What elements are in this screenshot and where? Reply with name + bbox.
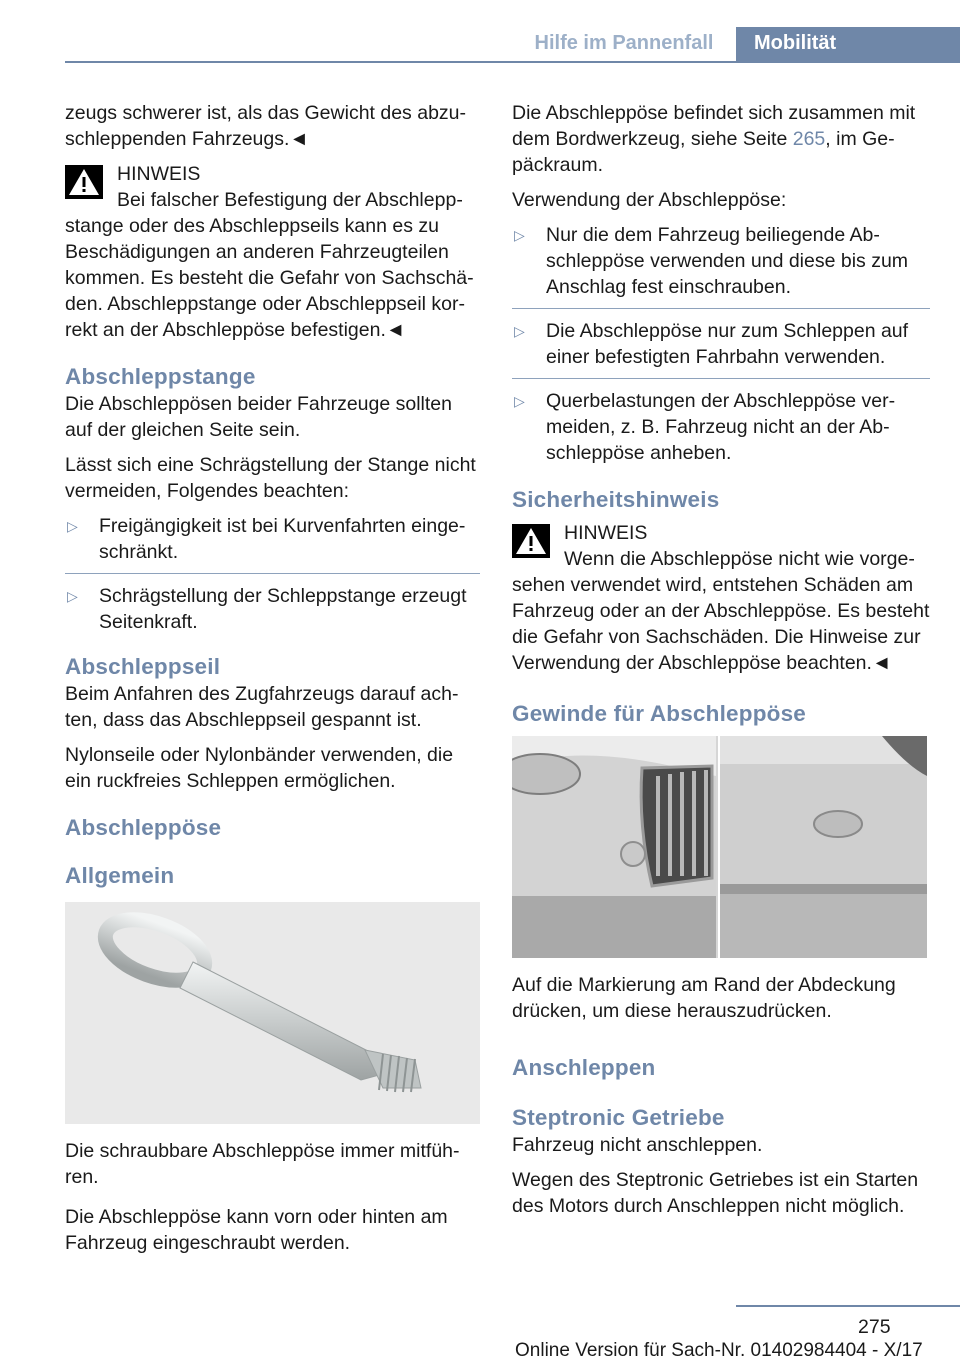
paragraph: Fahrzeug nicht anschleppen. — [512, 1134, 763, 1156]
warning-label: HINWEIS — [117, 163, 201, 185]
warning-label: HINWEIS — [564, 522, 648, 544]
left-column — [65, 100, 480, 1265]
warning-note — [65, 161, 480, 343]
triangle-right-icon: ▷ — [514, 393, 525, 409]
paragraph: Auf die Markierung am Rand der Abdeckung drücken, um diese herauszudrücken. — [512, 974, 896, 1022]
triangle-right-icon: ▷ — [514, 227, 525, 243]
bullet-list — [512, 222, 930, 466]
heading-abschleppseil: Abschleppseil — [65, 654, 221, 679]
header-section-tab: Hilfe im Pannenfall — [512, 27, 736, 61]
paragraph: Die Abschleppösen beider Fahrzeuge sollten auf der gleichen Seite sein. — [65, 393, 453, 441]
triangle-right-icon: ▷ — [67, 588, 78, 604]
header-chapter-tab: Mobilität — [736, 27, 960, 61]
warning-triangle-icon — [65, 165, 103, 199]
heading-steptronic: Steptronic Getriebe — [512, 1105, 725, 1130]
page-number: 275 — [858, 1316, 891, 1338]
heading-gewinde: Gewinde für Abschleppöse — [512, 701, 807, 726]
bullet-list — [65, 513, 480, 635]
list-item: ▷ Freigängigkeit ist bei Kurvenfahrten eingeschränkt. — [67, 515, 466, 563]
heading-abschleppoese: Abschleppöse — [65, 815, 222, 840]
paragraph: Die Abschleppöse kann vorn oder hinten am Fahrzeug eingeschraubt werden. — [65, 1206, 448, 1254]
footer-rule — [736, 1305, 960, 1307]
warning-text: Wenn die Abschleppöse nicht wie vorgesehen verwendet wird, entstehen Schäden am Fahrzeug oder an der Abschleppöse. Es besteht die Gefahr von Sachschäden. Die Hinweise zur Verwendung der Abschleppöse beachten.◄ — [512, 548, 930, 674]
heading-anschleppen: Anschleppen — [512, 1055, 656, 1080]
paragraph: Lässt sich eine Schrägstellung der Stange nicht vermeiden, Folgendes beachten: — [65, 454, 476, 502]
paragraph: Die Abschleppöse befindet sich zusammen mit dem Bordwerkzeug, siehe Seite 265, im Gepäckraum. — [512, 102, 916, 176]
heading-allgemein: Allgemein — [65, 863, 175, 888]
paragraph: Wegen des Steptronic Getriebes ist ein Starten des Motors durch Anschleppen nicht möglich. — [512, 1169, 919, 1217]
online-version-note: Online Version für Sach-Nr. 01402984404 - X/17 — [515, 1340, 923, 1361]
warning-note — [512, 520, 930, 676]
tow-eye-image — [65, 902, 480, 1124]
heading-abschleppstange: Abschleppstange — [65, 364, 256, 389]
list-item: ▷ Nur die dem Fahrzeug beiliegende Abschleppöse verwenden und diese bis zum Anschlag fest einschrauben. — [514, 224, 909, 298]
paragraph: Beim Anfahren des Zugfahrzeugs darauf achten, dass das Abschleppseil gespannt ist. — [65, 683, 459, 731]
triangle-right-icon: ▷ — [514, 323, 525, 339]
list-item: ▷ Querbelastungen der Abschleppöse vermeiden, z. B. Fahrzeug nicht an der Abschleppöse anheben. — [512, 378, 930, 466]
paragraph: Nylonseile oder Nylonbänder verwenden, die ein ruckfreies Schleppen ermöglichen. — [65, 744, 454, 792]
paragraph: Die schraubbare Abschleppöse immer mitführen. — [65, 1140, 460, 1188]
triangle-right-icon: ▷ — [67, 518, 78, 534]
warning-triangle-icon — [512, 524, 550, 558]
paragraph: Verwendung der Abschleppöse: — [512, 189, 787, 211]
heading-sicherheitshinweis: Sicherheitshinweis — [512, 487, 720, 512]
right-column — [512, 100, 930, 1228]
page-reference-link[interactable]: 265 — [792, 128, 826, 150]
list-item: ▷ Schrägstellung der Schleppstange erzeugt Seitenkraft. — [65, 573, 480, 635]
list-item: ▷ Die Abschleppöse nur zum Schleppen auf einer befestigten Fahrbahn verwenden. — [512, 308, 930, 370]
header-rule — [65, 61, 960, 63]
continued-paragraph: zeugs schwerer ist, als das Gewicht des abzuschleppenden Fahrzeugs.◄ — [65, 102, 467, 150]
tow-eye-cover-image — [512, 736, 927, 958]
warning-text: Bei falscher Befestigung der Abschleppstange oder des Abschleppseils kann es zu Beschädigungen an anderen Fahrzeugteilen kommen. Es besteht die Gefahr von Sachschäden. Abschleppstange oder Abschleppseil korrekt an der Abschleppöse befestigen.◄ — [65, 189, 474, 341]
